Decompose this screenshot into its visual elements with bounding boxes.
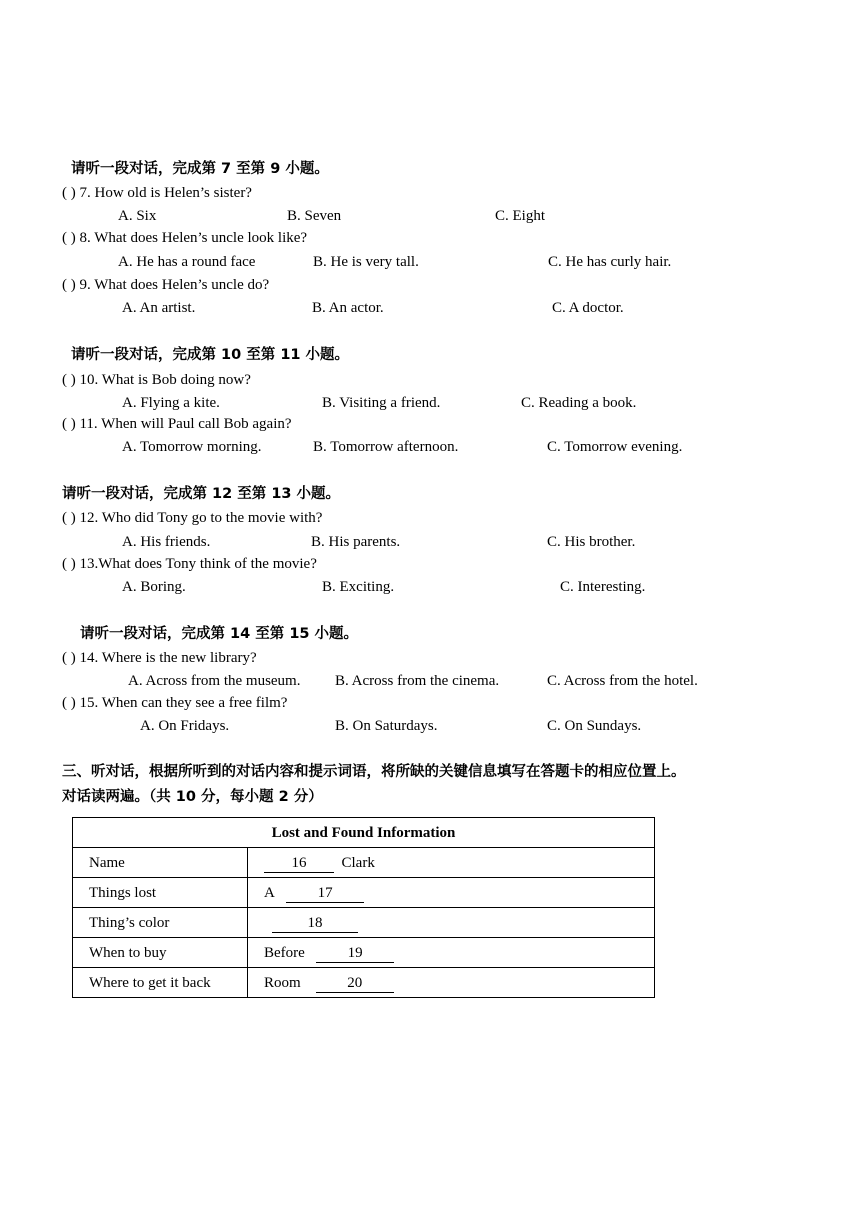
question-stem: ( ) 10. What is Bob doing now? xyxy=(62,372,251,388)
row-label: Things lost xyxy=(73,878,248,908)
row-label: Name xyxy=(73,848,248,878)
section-heading: 请听一段对话，完成第 10 至第 11 小题。 xyxy=(71,347,350,363)
question-stem: ( ) 7. How old is Helen’s sister? xyxy=(62,185,252,201)
table-row xyxy=(73,848,655,878)
option-b: B. Visiting a friend. xyxy=(322,395,441,411)
option-c: C. Tomorrow evening. xyxy=(547,439,683,455)
lost-and-found-table xyxy=(72,817,655,998)
table-row xyxy=(73,938,655,968)
option-a: A. An artist. xyxy=(122,300,196,316)
value-prefix: Room xyxy=(264,974,301,991)
option-b: B. Tomorrow afternoon. xyxy=(313,439,459,455)
row-value xyxy=(248,968,655,998)
option-c: C. His brother. xyxy=(547,534,636,550)
option-c: C. Interesting. xyxy=(560,579,646,595)
part-three-instructions: 三、听对话，根据所听到的对话内容和提示词语，将所缺的关键信息填写在答题卡的相应位置上。 xyxy=(62,764,686,780)
option-b: B. An actor. xyxy=(312,300,384,316)
part-three-instructions-line2: 对话读两遍。（共 10 分，每小题 2 分） xyxy=(62,789,323,805)
row-value xyxy=(248,938,655,968)
row-value xyxy=(248,878,655,908)
value-prefix: Before xyxy=(264,944,305,961)
option-b: B. Exciting. xyxy=(322,579,395,595)
option-c: C. Eight xyxy=(495,208,546,224)
answer-blank[interactable]: 18 xyxy=(272,915,358,933)
value-suffix: Clark xyxy=(341,854,375,871)
option-b: B. His parents. xyxy=(311,534,401,550)
row-label: When to buy xyxy=(73,938,248,968)
section-heading: 请听一段对话，完成第 7 至第 9 小题。 xyxy=(71,161,329,177)
option-c: C. A doctor. xyxy=(552,300,624,316)
section-heading: 请听一段对话，完成第 12 至第 13 小题。 xyxy=(62,486,341,502)
option-b: B. Seven xyxy=(287,208,342,224)
question-stem: ( ) 14. Where is the new library? xyxy=(62,650,257,666)
table-row xyxy=(73,908,655,938)
table-row xyxy=(73,878,655,908)
row-label: Where to get it back xyxy=(73,968,248,998)
option-c: C. Across from the hotel. xyxy=(547,673,698,689)
section-heading: 请听一段对话，完成第 14 至第 15 小题。 xyxy=(80,626,359,642)
question-stem: ( ) 9. What does Helen’s uncle do? xyxy=(62,277,270,293)
answer-blank[interactable]: 17 xyxy=(286,885,364,903)
question-stem: ( ) 15. When can they see a free film? xyxy=(62,695,288,711)
table-title: Lost and Found Information xyxy=(73,818,655,848)
option-a: A. He has a round face xyxy=(118,254,256,270)
option-a: A. Boring. xyxy=(122,579,186,595)
row-label: Thing’s color xyxy=(73,908,248,938)
table-row xyxy=(73,968,655,998)
row-value xyxy=(248,908,655,938)
option-a: A. Six xyxy=(118,208,157,224)
option-b: B. Across from the cinema. xyxy=(335,673,500,689)
option-a: A. Tomorrow morning. xyxy=(122,439,262,455)
question-stem: ( ) 12. Who did Tony go to the movie with? xyxy=(62,510,323,526)
option-a: A. Flying a kite. xyxy=(122,395,220,411)
answer-blank[interactable]: 20 xyxy=(316,975,394,993)
question-stem: ( ) 11. When will Paul call Bob again? xyxy=(62,416,292,432)
value-prefix: A xyxy=(264,884,275,901)
option-b: B. On Saturdays. xyxy=(335,718,438,734)
row-value xyxy=(248,848,655,878)
question-stem: ( ) 8. What does Helen’s uncle look like? xyxy=(62,230,308,246)
option-c: C. He has curly hair. xyxy=(548,254,672,270)
question-stem: ( ) 13.What does Tony think of the movie? xyxy=(62,556,317,572)
answer-blank[interactable]: 19 xyxy=(316,945,394,963)
option-a: A. Across from the museum. xyxy=(128,673,301,689)
option-a: A. On Fridays. xyxy=(140,718,230,734)
option-c: C. On Sundays. xyxy=(547,718,642,734)
answer-blank[interactable]: 16 xyxy=(264,855,334,873)
option-a: A. His friends. xyxy=(122,534,211,550)
option-b: B. He is very tall. xyxy=(313,254,419,270)
option-c: C. Reading a book. xyxy=(521,395,637,411)
